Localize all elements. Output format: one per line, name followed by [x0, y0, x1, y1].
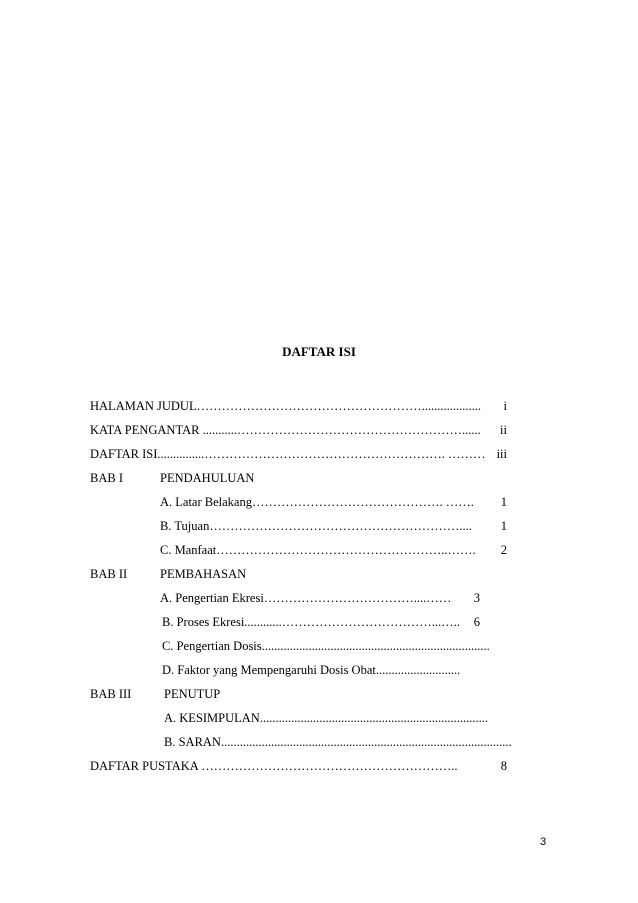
chapter-title-bab1: PENDAHULUAN — [160, 471, 255, 485]
toc-entry-kata-pengantar: KATA PENGANTAR ...........………………………………………………...... — [90, 423, 481, 437]
toc-entry-bab2-d: D. Faktor yang Mempengaruhi Dosis Obat........................... — [162, 663, 461, 677]
toc-entry-daftar-pustaka: DAFTAR PUSTAKA …………………………………………………….. — [90, 759, 458, 773]
toc-page-bab2-b: 6 — [473, 615, 480, 629]
toc-page-daftar-pustaka: 8 — [500, 759, 507, 773]
toc-entry-bab1-b: B. Tujuan…………………………………………………….... — [160, 519, 472, 533]
toc-entry-bab2-b: B. Proses Ekresi............………………………………...….. — [162, 615, 460, 629]
toc-entry-bab2-c: C. Pengertian Dosis......................................................................... — [162, 639, 490, 653]
toc-page-bab1-a: 1 — [500, 495, 507, 509]
toc-page-bab1-b: 1 — [500, 519, 507, 533]
toc-entry-bab2-a: A. Pengertian Ekresi………………………………....…… — [160, 591, 452, 605]
toc-entry-bab1-c: C. Manfaat………………………………………………..……. — [160, 543, 476, 557]
chapter-label-bab2: BAB II — [90, 567, 128, 581]
page-title: DAFTAR ISI — [282, 344, 356, 359]
toc-page-halaman-judul: i — [503, 399, 507, 413]
toc-page-bab1-c: 2 — [500, 543, 507, 557]
toc-entry-bab1-a: A. Latar Belakang………………………………………. ……. — [160, 495, 474, 509]
chapter-label-bab3: BAB III — [90, 687, 132, 701]
toc-entry-halaman-judul: HALAMAN JUDUL………………………………………………................... — [90, 399, 481, 413]
chapter-label-bab1: BAB I — [90, 471, 123, 485]
toc-page-bab2-a: 3 — [473, 591, 480, 605]
page-number: 3 — [540, 836, 547, 848]
chapter-title-bab3: PENUTUP — [164, 687, 221, 701]
toc-page-kata-pengantar: ii — [500, 423, 507, 437]
toc-entry-bab3-a: A. KESIMPULAN......................................................................... — [164, 711, 488, 725]
toc-page-daftar-isi: iii — [496, 447, 507, 461]
chapter-title-bab2: PEMBAHASAN — [160, 567, 247, 581]
toc-entry-daftar-isi: DAFTAR ISI...............…………………………………………………. ……… — [90, 447, 486, 461]
toc-entry-bab3-b: B. SARAN............................................................................................. — [164, 735, 512, 749]
